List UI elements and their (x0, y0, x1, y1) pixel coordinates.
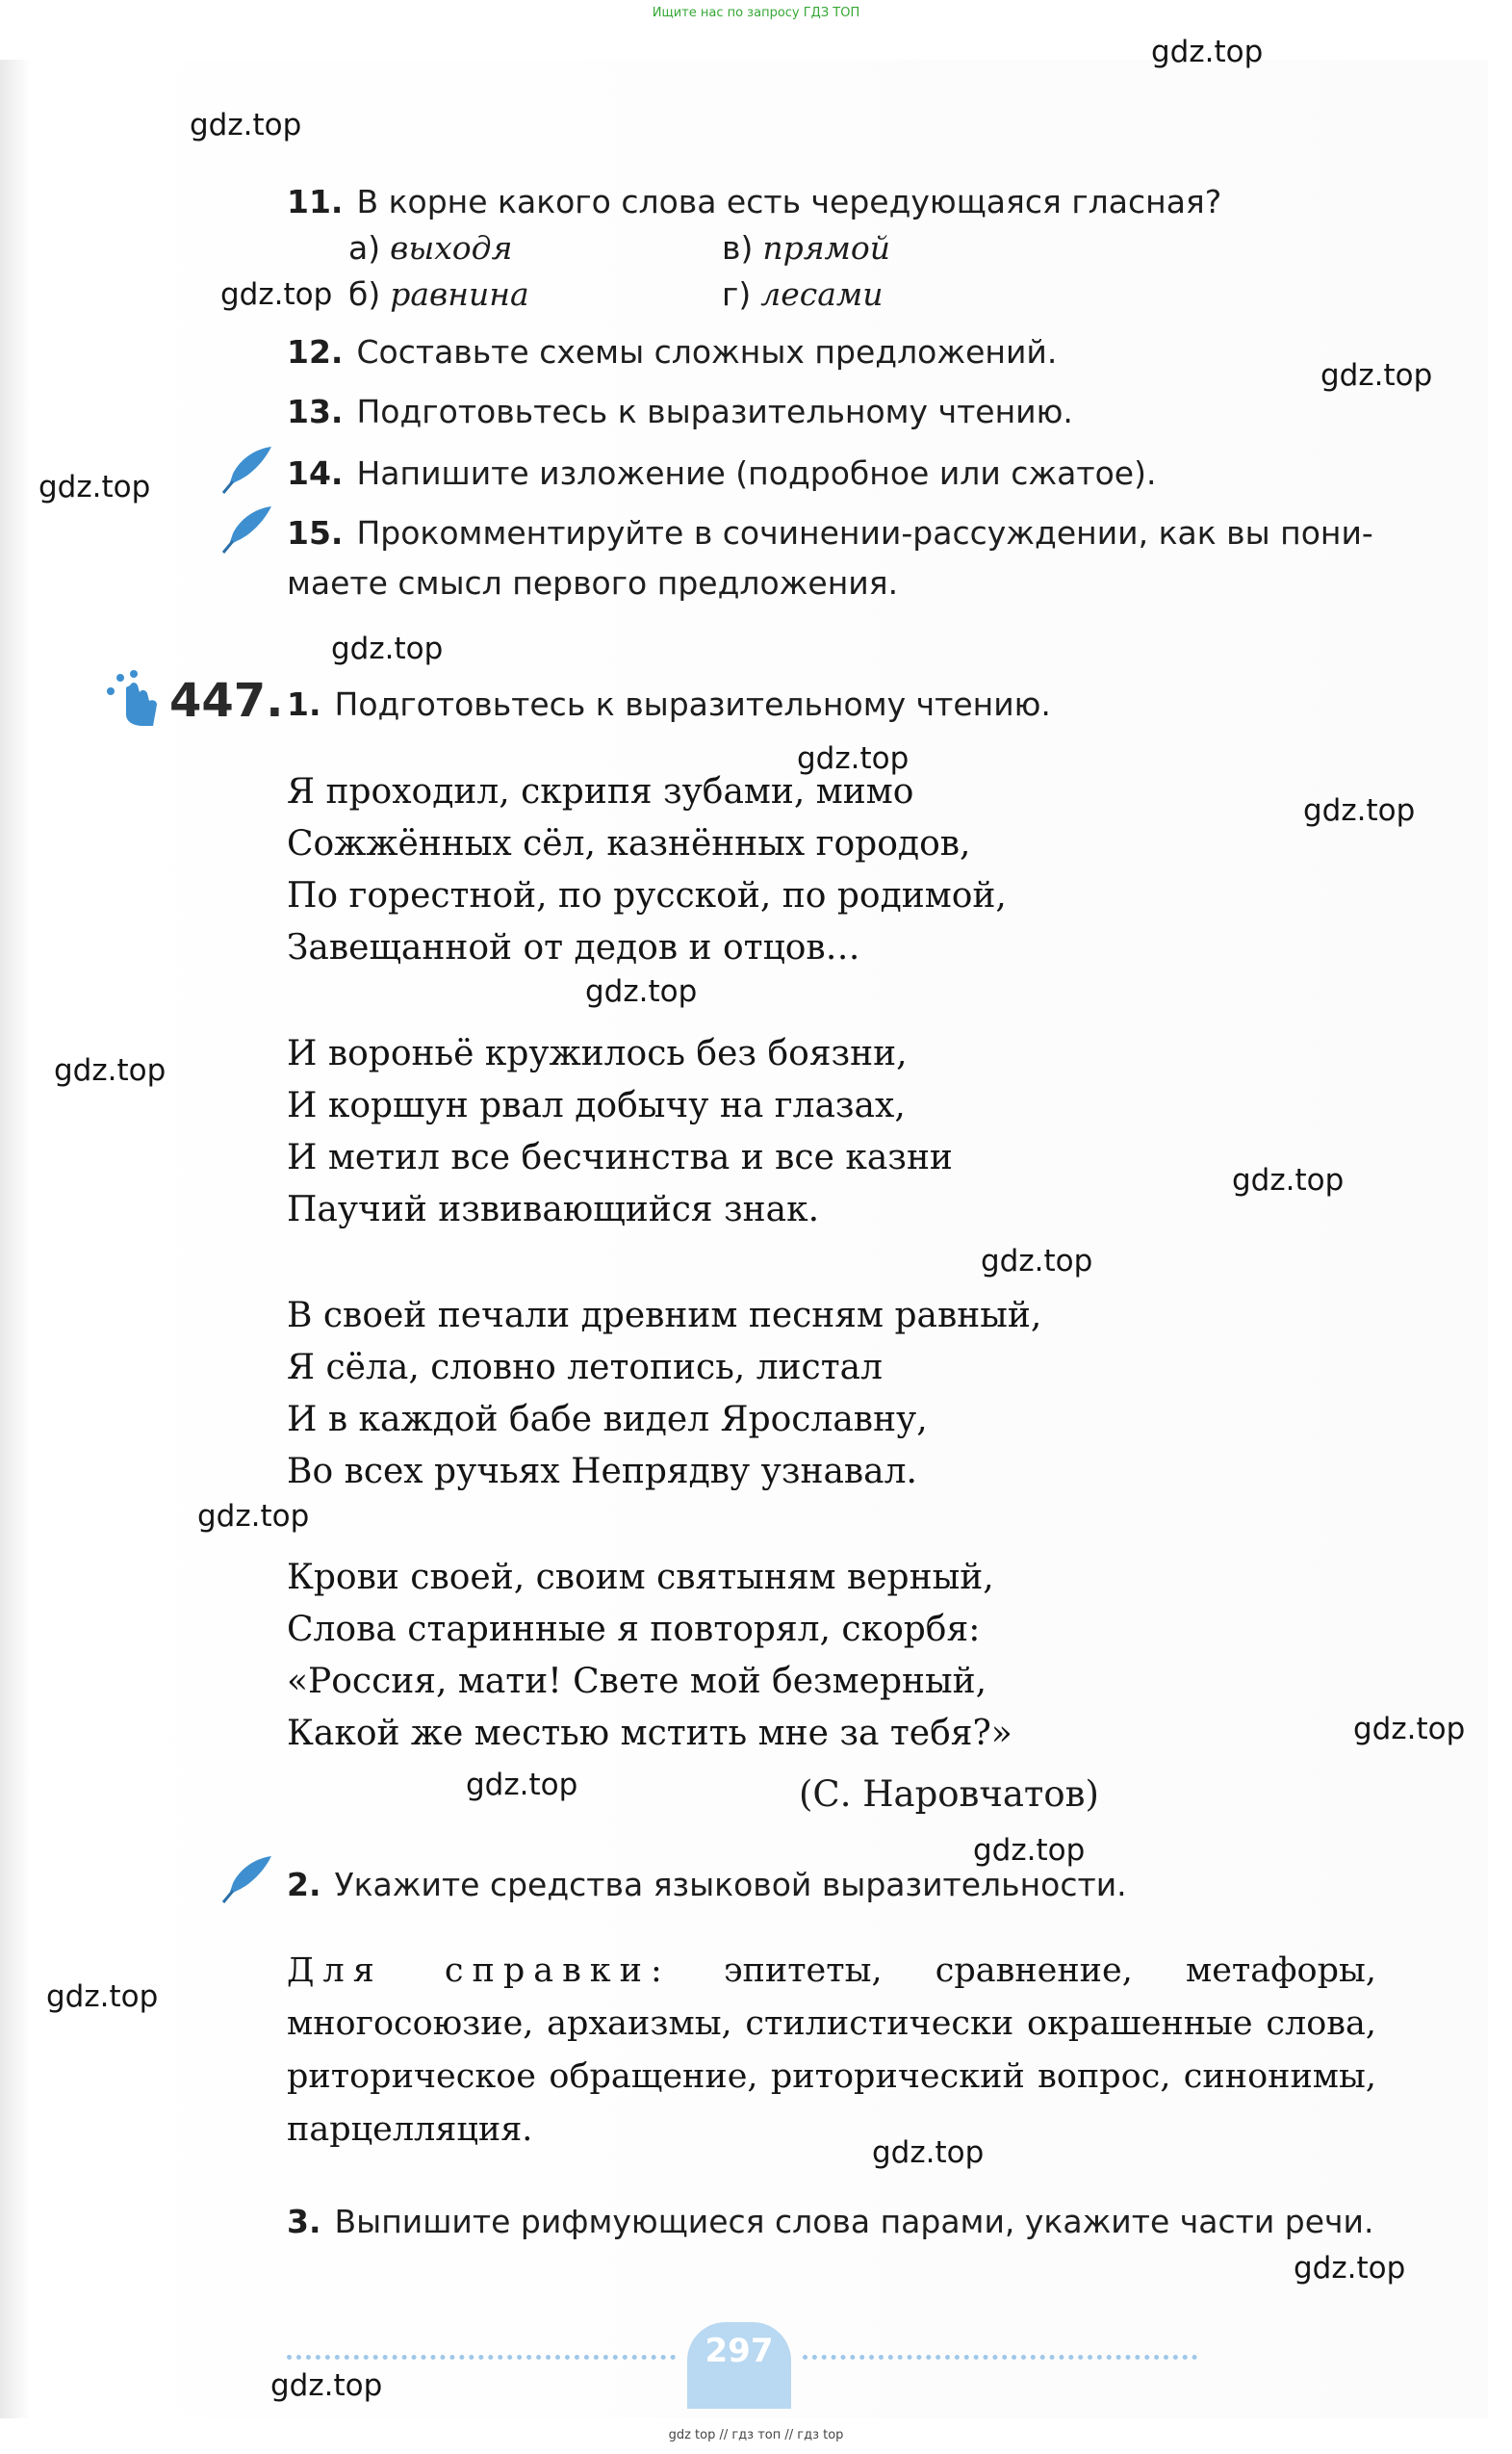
watermark: gdz.top (1151, 35, 1264, 69)
task-number: 12. (287, 333, 344, 371)
poem-line: Крови своей, своим святыням верный, (287, 1558, 994, 1597)
option-word: прямой (762, 229, 891, 267)
option-word: выходя (390, 229, 513, 267)
task-number: 2. (287, 1866, 321, 1903)
reference-text: эпитеты, сравнение, метафоры, многосоюзие, архаизмы, стилистически окрашенные слова, риторическое обращение, риторический вопрос, синонимы, парцелляция. (287, 1951, 1376, 2149)
site-note-bottom[interactable]: gdz top // гдз топ // гдз top (668, 2428, 844, 2442)
poem-author: (С. Наровчатов) (799, 1773, 1099, 1815)
watermark: gdz.top (585, 974, 698, 1009)
watermark: gdz.top (1232, 1163, 1345, 1198)
task-number: 14. (287, 454, 344, 492)
watermark: gdz.top (1320, 358, 1433, 393)
exercise-task-2 (287, 1866, 1127, 1903)
poem-line: Во всех ручьях Непрядву узнавал. (287, 1452, 917, 1491)
watermark: gdz.top (1294, 2251, 1406, 2286)
task-number: 13. (287, 393, 344, 430)
reference-label: Для справки: (287, 1951, 671, 1990)
poem-stanza-1 (287, 766, 1007, 974)
task-text: Выпишите рифмующиеся слова парами, укажите части речи. (334, 2203, 1374, 2240)
poem-line: Паучий извивающийся знак. (287, 1190, 820, 1229)
watermark: gdz.top (46, 1979, 159, 2014)
option-word: равнина (390, 275, 529, 313)
task-14 (287, 454, 1156, 492)
poem-line: Завещанной от дедов и отцов… (287, 928, 860, 968)
poem-line: Я проходил, скрипя зубами, мимо (287, 772, 914, 812)
task-text: В корне какого слова есть чередующаяся гласная? (356, 183, 1222, 220)
watermark: gdz.top (872, 2135, 985, 2170)
watermark: gdz.top (38, 470, 151, 504)
poem-stanza-4 (287, 1552, 1012, 1760)
hand-pointer-icon (101, 666, 163, 728)
task-text: Укажите средства языковой выразительности. (334, 1866, 1127, 1903)
watermark: gdz.top (797, 741, 910, 776)
task-12 (287, 333, 1057, 371)
watermark: gdz.top (1303, 793, 1416, 828)
poem-stanza-3 (287, 1290, 1041, 1498)
option-letter: г) (722, 275, 752, 313)
task-text: Подготовьтесь к выразительному чтению. (334, 685, 1051, 723)
option-letter: б) (348, 275, 381, 313)
site-note-top[interactable]: Ищите нас по запросу ГДЗ ТОП (652, 6, 860, 20)
watermark: gdz.top (331, 632, 444, 666)
watermark: gdz.top (220, 277, 333, 312)
watermark: gdz.top (981, 1244, 1093, 1279)
option-v (722, 229, 890, 267)
poem-line: По горестной, по русской, по родимой, (287, 876, 1007, 916)
poem-line: И в каждой бабе видел Ярославну, (287, 1400, 928, 1439)
page-number: 297 (687, 2322, 791, 2409)
task-number: 11. (287, 183, 344, 220)
option-a (348, 229, 512, 267)
option-g (722, 275, 884, 313)
task-13 (287, 393, 1073, 430)
watermark: gdz.top (197, 1499, 310, 1534)
exercise-task-1 (287, 685, 1051, 723)
quill-pen-icon (218, 443, 277, 495)
quill-pen-icon (218, 1852, 277, 1904)
task-15 (287, 514, 1373, 552)
task-11 (287, 183, 1221, 220)
exercise-number: 447. (169, 674, 284, 728)
task-text: Напишите изложение (подробное или сжатое). (356, 454, 1157, 492)
poem-stanza-2 (287, 1028, 953, 1236)
poem-line: Какой же местью мстить мне за тебя?» (287, 1714, 1012, 1753)
watermark: gdz.top (1353, 1712, 1466, 1746)
exercise-task-3 (287, 2203, 1373, 2240)
page-divider-left (287, 2355, 676, 2360)
poem-line: Сожжённых сёл, казнённых городов, (287, 824, 971, 864)
task-text: Подготовьтесь к выразительному чтению. (356, 393, 1073, 430)
poem-line: «Россия, мати! Свете мой безмерный, (287, 1662, 987, 1701)
task-number: 15. (287, 514, 344, 552)
watermark: gdz.top (54, 1053, 167, 1088)
poem-line: Я сёла, словно летопись, листал (287, 1348, 883, 1387)
reference-note (287, 1945, 1376, 2157)
quill-pen-icon (218, 503, 277, 555)
task-text: Прокомментируйте в сочинении-рассуждении, как вы пони- (356, 514, 1373, 552)
watermark: gdz.top (466, 1768, 578, 1802)
poem-line: И коршун рвал добычу на глазах, (287, 1086, 906, 1125)
task-number: 1. (287, 685, 321, 723)
page-divider-right (803, 2355, 1197, 2360)
poem-line: Слова старинные я повторял, скорбя: (287, 1610, 981, 1649)
watermark: gdz.top (270, 2368, 383, 2403)
task-number: 3. (287, 2203, 321, 2240)
option-word: лесами (760, 275, 884, 313)
watermark: gdz.top (973, 1833, 1086, 1868)
poem-line: В своей печали древним песням равный, (287, 1296, 1042, 1335)
task-text: Составьте схемы сложных предложений. (356, 333, 1058, 371)
option-letter: а) (348, 229, 381, 267)
task-15-continuation: маете смысл первого предложения. (287, 564, 899, 602)
poem-line: И вороньё кружилось без боязни, (287, 1034, 908, 1073)
option-b (348, 275, 529, 313)
option-letter: в) (722, 229, 754, 267)
poem-line: И метил все бесчинства и все казни (287, 1138, 953, 1177)
watermark: gdz.top (190, 108, 302, 142)
